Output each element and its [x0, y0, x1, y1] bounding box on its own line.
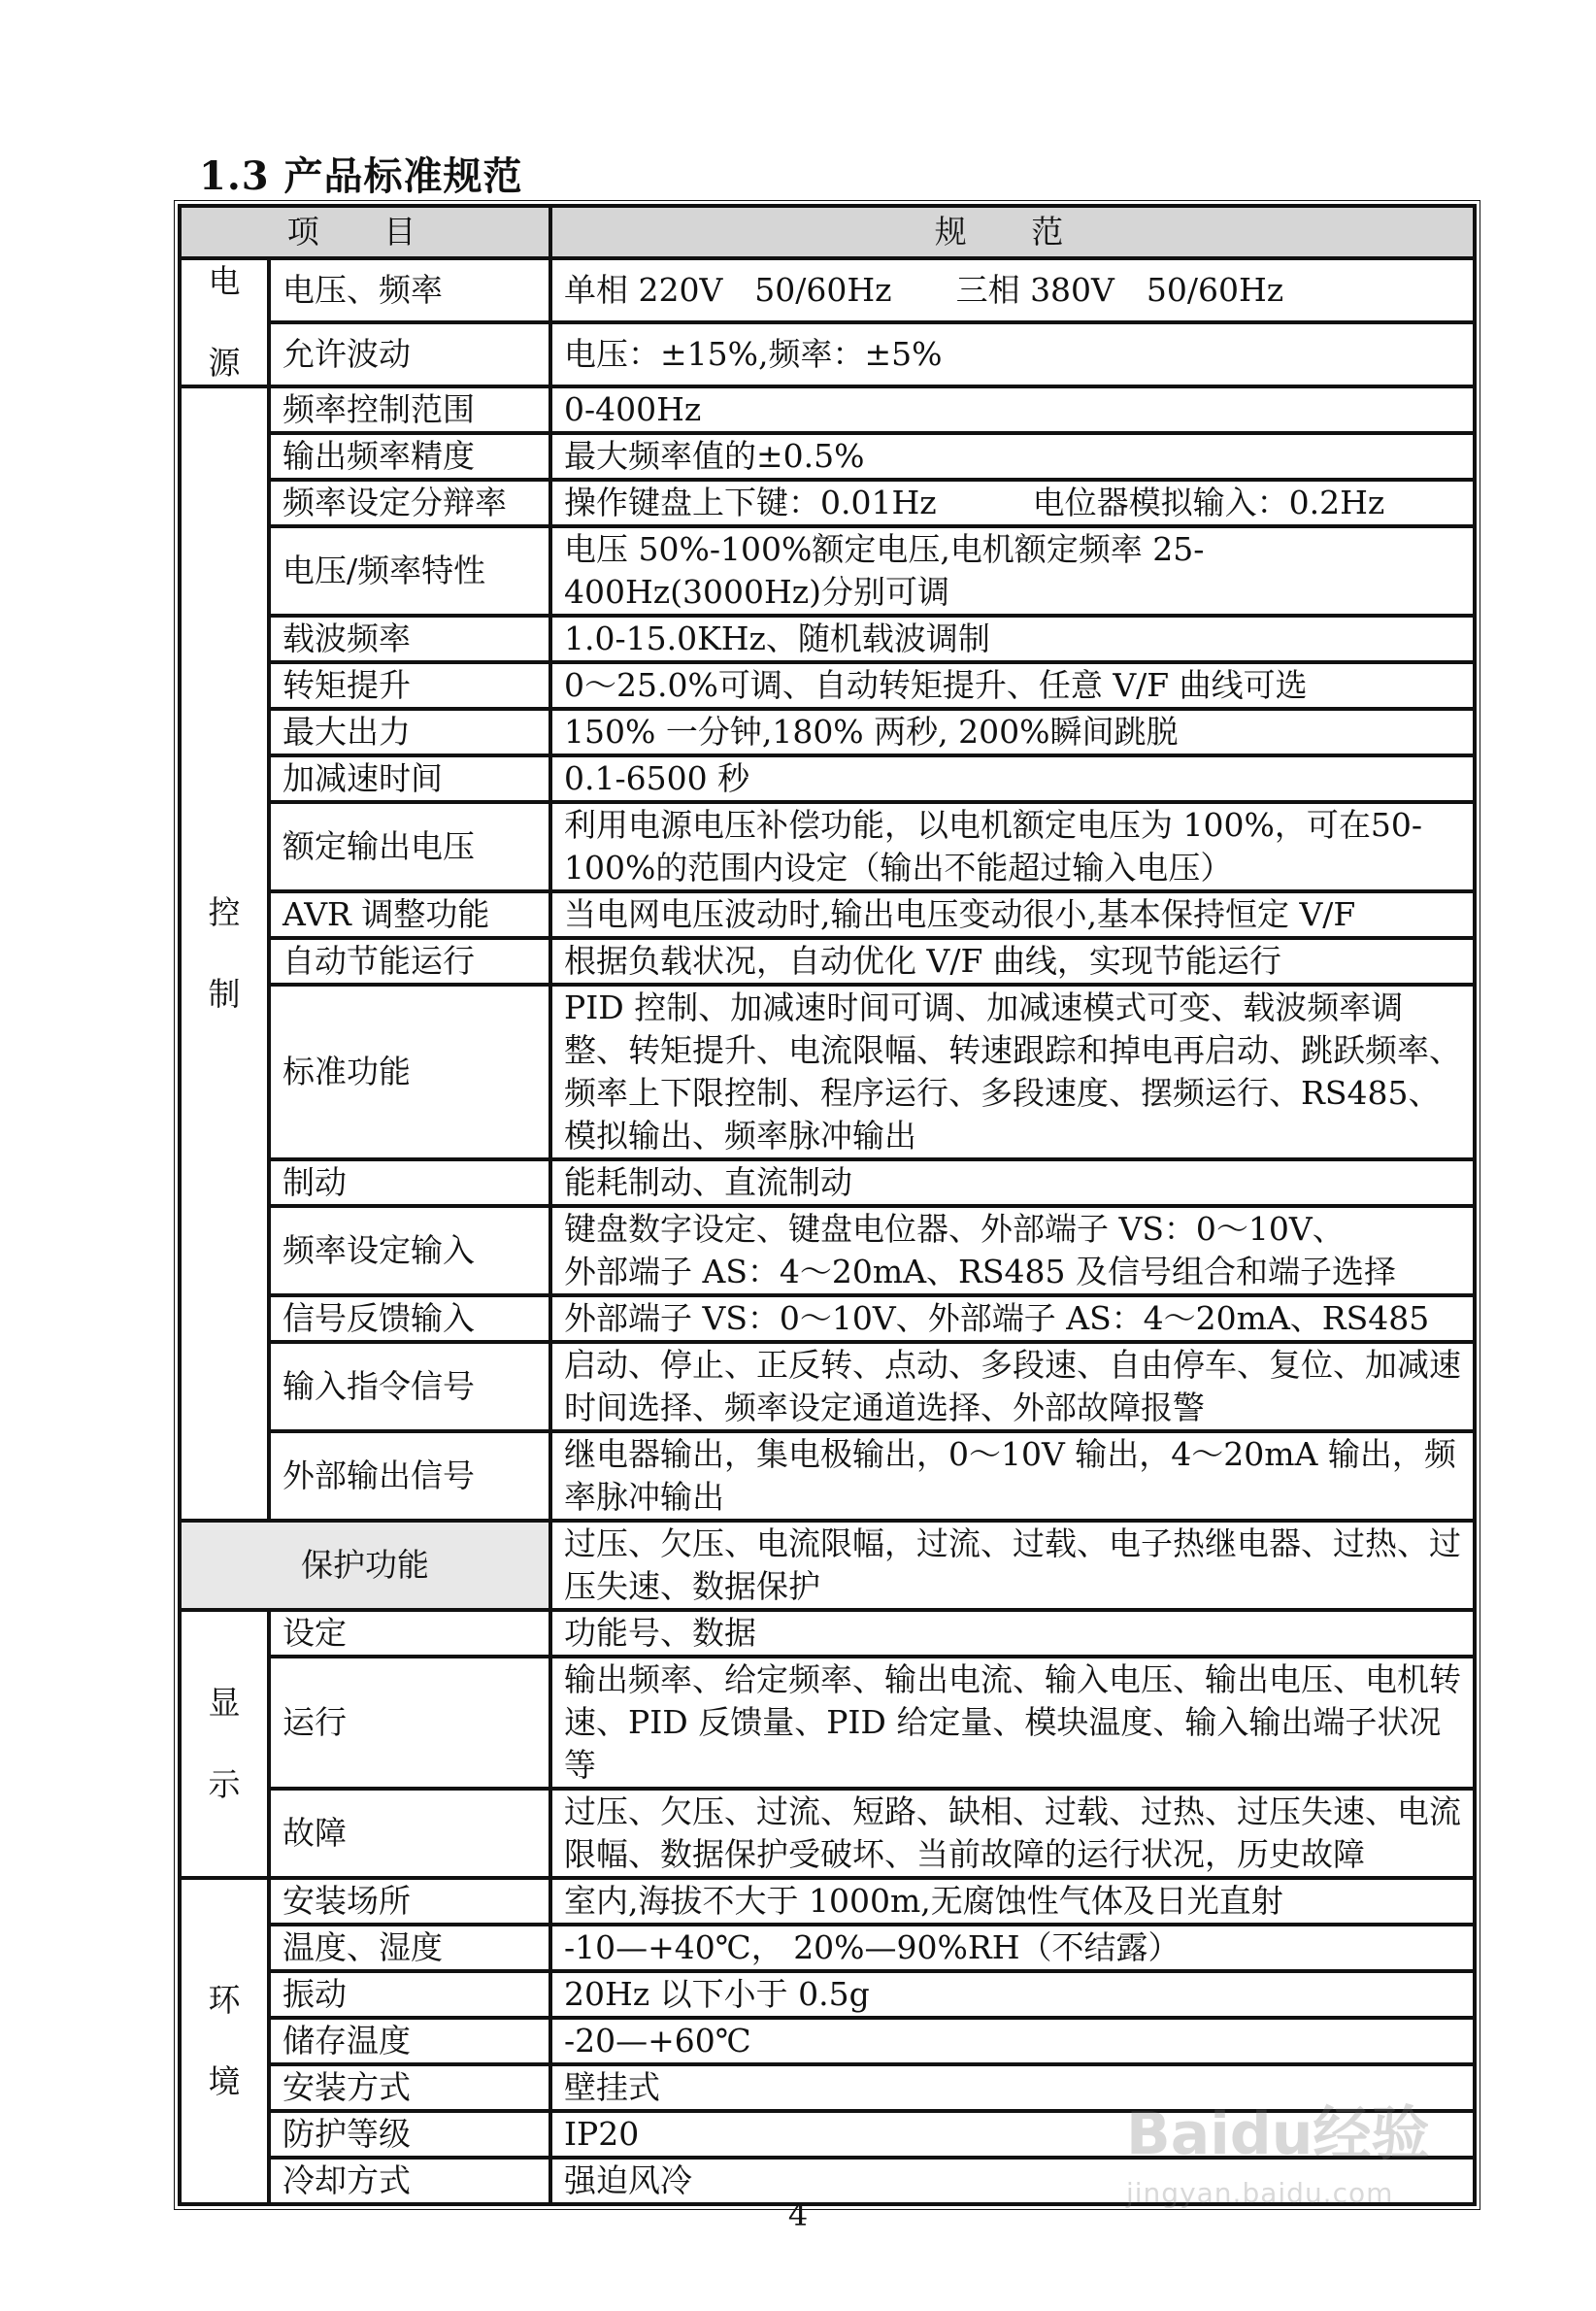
table-row: [180, 322, 1475, 386]
category-char: 控: [208, 893, 241, 931]
table-row: [180, 1521, 1475, 1610]
spec-cell: 1.0-15.0KHz、随机载波调制: [550, 616, 1475, 662]
category-char: 源: [208, 344, 241, 382]
spec-cell: 键盘数字设定、键盘电位器、外部端子 VS：0～10V、 外部端子 AS：4～20mA、RS485 及信号组合和端子选择: [550, 1206, 1475, 1295]
item-cell: 设定: [269, 1610, 550, 1657]
item-cell: 温度、湿度: [269, 1925, 550, 1971]
item-cell: 允许波动: [269, 322, 550, 386]
section-title: 1.3 产品标准规范: [199, 153, 523, 199]
spec-cell: 过压、欠压、电流限幅，过流、过载、电子热继电器、过热、过压失速、数据保护: [550, 1521, 1475, 1610]
item-cell: 输入指令信号: [269, 1342, 550, 1431]
table-row: [180, 1878, 1475, 1925]
spec-table: [178, 204, 1477, 2206]
spec-cell: 根据负载状况，自动优化 V/F 曲线，实现节能运行: [550, 938, 1475, 985]
item-cell: AVR 调整功能: [269, 891, 550, 938]
item-cell: 防护等级: [269, 2111, 550, 2158]
table-row: [180, 709, 1475, 755]
table-row: [180, 1342, 1475, 1431]
item-cell: 电压/频率特性: [269, 526, 550, 616]
item-cell: 运行: [269, 1657, 550, 1789]
category-cell: [180, 258, 269, 386]
spec-cell: 强迫风冷: [550, 2158, 1475, 2204]
merged-category-cell: 保护功能: [180, 1521, 550, 1610]
spec-cell: IP20: [550, 2111, 1475, 2158]
item-cell: 标准功能: [269, 985, 550, 1159]
spec-cell: -20—+60℃: [550, 2018, 1475, 2064]
item-cell: 外部输出信号: [269, 1431, 550, 1521]
spec-cell: 外部端子 VS：0～10V、外部端子 AS：4～20mA、RS485: [550, 1295, 1475, 1342]
item-cell: 转矩提升: [269, 662, 550, 709]
spec-cell: 室内,海拔不大于 1000m,无腐蚀性气体及日光直射: [550, 1878, 1475, 1925]
item-cell: 最大出力: [269, 709, 550, 755]
table-row: [180, 1610, 1475, 1657]
item-cell: 冷却方式: [269, 2158, 550, 2204]
category-char: 境: [208, 2062, 241, 2100]
table-row: [180, 802, 1475, 891]
table-row: [180, 1971, 1475, 2018]
page-number: 4: [787, 2196, 809, 2233]
item-cell: 额定输出电压: [269, 802, 550, 891]
item-cell: 频率设定输入: [269, 1206, 550, 1295]
baidu-watermark: [1126, 2088, 1495, 2282]
spec-cell: 20Hz 以下小于 0.5g: [550, 1971, 1475, 2018]
category-cell: [180, 1610, 269, 1878]
spec-cell: 电压 50%-100%额定电压,电机额定频率 25-400Hz(3000Hz)分别可调: [550, 526, 1475, 616]
spec-cell: 利用电源电压补偿功能，以电机额定电压为 100%，可在50-100%的范围内设定（输出不能超过输入电压）: [550, 802, 1475, 891]
item-cell: 信号反馈输入: [269, 1295, 550, 1342]
table-row: [180, 1925, 1475, 1971]
item-cell: 安装场所: [269, 1878, 550, 1925]
table-row: [180, 755, 1475, 802]
table-row: [180, 1206, 1475, 1295]
header-spec: 规 范: [550, 206, 1475, 258]
watermark-logo: Baidu经验: [1126, 2100, 1430, 2168]
table-row: [180, 1431, 1475, 1521]
table-row: [180, 891, 1475, 938]
table-row: [180, 433, 1475, 480]
item-cell: 频率设定分辩率: [269, 480, 550, 526]
table-row: [180, 985, 1475, 1159]
table-row: [180, 1159, 1475, 1206]
table-row: [180, 662, 1475, 709]
watermark-url: jingyan.baidu.com: [1126, 2177, 1394, 2209]
table-header-row: [180, 206, 1475, 258]
spec-cell: 功能号、数据: [550, 1610, 1475, 1657]
item-cell: 频率控制范围: [269, 386, 550, 433]
item-cell: 安装方式: [269, 2064, 550, 2111]
spec-cell: 能耗制动、直流制动: [550, 1159, 1475, 1206]
table-row: [180, 616, 1475, 662]
spec-cell: 启动、停止、正反转、点动、多段速、自由停车、复位、加减速时间选择、频率设定通道选择、外部故障报警: [550, 1342, 1475, 1431]
spec-cell: 单相 220V 50/60Hz 三相 380V 50/60Hz: [550, 258, 1475, 322]
item-cell: 制动: [269, 1159, 550, 1206]
item-cell: 振动: [269, 1971, 550, 2018]
spec-cell: -10—+40℃， 20%—90%RH（不结露）: [550, 1925, 1475, 1971]
category-cell: [180, 1878, 269, 2204]
table-row: [180, 386, 1475, 433]
category-cell: [180, 386, 269, 1521]
spec-cell: 继电器输出，集电极输出，0～10V 输出，4～20mA 输出，频率脉冲输出: [550, 1431, 1475, 1521]
spec-cell: 0-400Hz: [550, 386, 1475, 433]
category-char: 制: [208, 975, 241, 1013]
spec-cell: 0.1-6500 秒: [550, 755, 1475, 802]
spec-cell: 当电网电压波动时,输出电压变动很小,基本保持恒定 V/F: [550, 891, 1475, 938]
item-cell: 载波频率: [269, 616, 550, 662]
table-row: [180, 1789, 1475, 1878]
spec-cell: 壁挂式: [550, 2064, 1475, 2111]
table-row: [180, 1657, 1475, 1789]
header-item: 项 目: [180, 206, 550, 258]
spec-cell: 最大频率值的±0.5%: [550, 433, 1475, 480]
category-char: 电: [208, 262, 241, 300]
category-char: 显: [208, 1684, 241, 1722]
spec-cell: 操作键盘上下键：0.01Hz 电位器模拟输入：0.2Hz: [550, 480, 1475, 526]
spec-cell: 输出频率、给定频率、输出电流、输入电压、输出电压、电机转速、PID 反馈量、PID 给定量、模块温度、输入输出端子状况等: [550, 1657, 1475, 1789]
item-cell: 故障: [269, 1789, 550, 1878]
item-cell: 储存温度: [269, 2018, 550, 2064]
item-cell: 加减速时间: [269, 755, 550, 802]
table-row: [180, 938, 1475, 985]
spec-cell: 过压、欠压、过流、短路、缺相、过载、过热、过压失速、电流限幅、数据保护受破坏、当前故障的运行状况，历史故障: [550, 1789, 1475, 1878]
category-char: 环: [208, 1981, 241, 2019]
category-char: 示: [208, 1765, 241, 1803]
spec-cell: 0～25.0%可调、自动转矩提升、任意 V/F 曲线可选: [550, 662, 1475, 709]
spec-cell: 150% 一分钟,180% 两秒, 200%瞬间跳脱: [550, 709, 1475, 755]
table-row: [180, 1295, 1475, 1342]
table-row: [180, 480, 1475, 526]
spec-cell: PID 控制、加减速时间可调、加减速模式可变、载波频率调整、转矩提升、电流限幅、转速跟踪和掉电再启动、跳跃频率、频率上下限控制、程序运行、多段速度、摆频运行、RS485、模拟输出、频率脉冲输出: [550, 985, 1475, 1159]
spec-cell: 电压：±15%,频率：±5%: [550, 322, 1475, 386]
table-row: [180, 258, 1475, 322]
item-cell: 输出频率精度: [269, 433, 550, 480]
table-row: [180, 2018, 1475, 2064]
item-cell: 电压、频率: [269, 258, 550, 322]
table-row: [180, 526, 1475, 616]
item-cell: 自动节能运行: [269, 938, 550, 985]
